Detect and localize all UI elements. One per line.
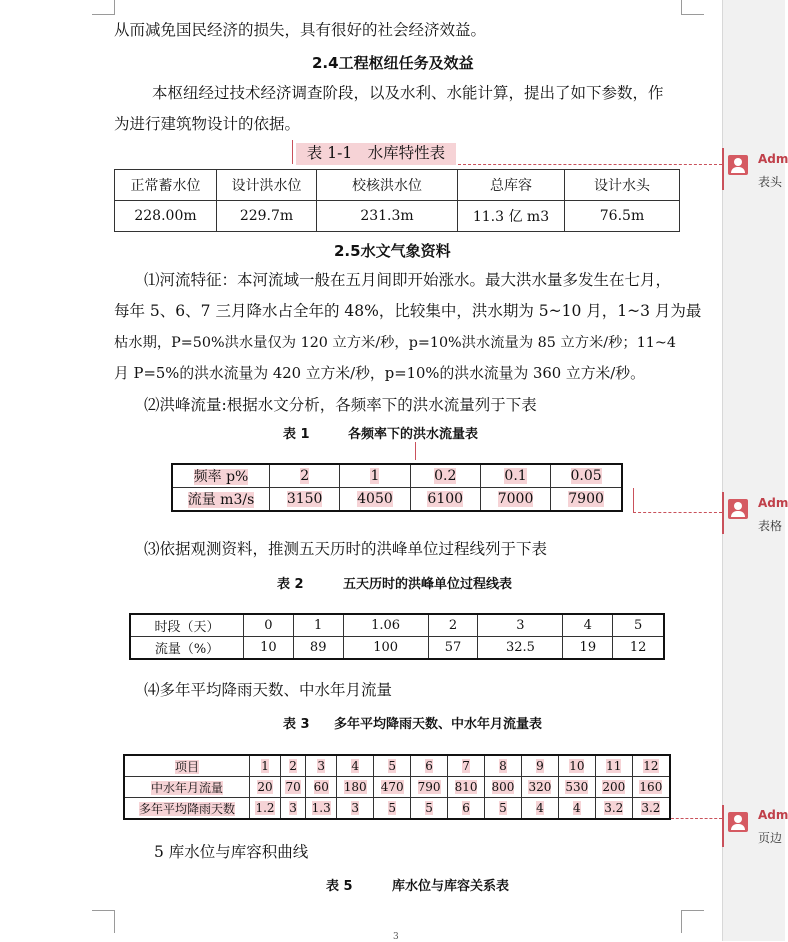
table-3-caption-title: 多年平均降雨天数、中水年月流量表 xyxy=(334,717,543,732)
page-number: 3 xyxy=(393,932,399,942)
table-cell: 160 xyxy=(632,777,670,798)
table-cell: 2 xyxy=(281,755,306,777)
comment-bar xyxy=(722,492,724,534)
table-cell: 76.5m xyxy=(565,201,680,232)
table-header-cell: 总库容 xyxy=(458,170,565,201)
avatar-icon xyxy=(728,812,748,832)
comment-author[interactable]: Adm xyxy=(758,496,788,510)
table-row-label: 流量（%） xyxy=(130,637,244,660)
table-row xyxy=(124,798,670,820)
table-5-caption-title: 库水位与库容关系表 xyxy=(392,879,510,894)
table-cell: 6 xyxy=(411,755,448,777)
table-cell: 6100 xyxy=(410,488,480,512)
table-cell: 4050 xyxy=(340,488,410,512)
table-cell: 530 xyxy=(558,777,595,798)
table-cell: 9 xyxy=(521,755,558,777)
table-row-label: 中水年月流量 xyxy=(124,777,250,798)
table-cell: 1 xyxy=(340,464,410,488)
table-row xyxy=(130,614,664,637)
table-row xyxy=(172,488,622,512)
body-text-line: ⑴河流特征：本河流域一般在五月间即开始涨水。最大洪水量多发生在七月， xyxy=(144,271,672,289)
table-row xyxy=(115,170,680,201)
section-heading-2-4: 2.4工程枢纽任务及效益 xyxy=(312,54,474,72)
table-cell: 11 xyxy=(595,755,632,777)
table-cell: 10 xyxy=(244,637,294,660)
comment-bar xyxy=(722,148,724,190)
table-cell: 8 xyxy=(485,755,522,777)
body-text-line: 5 库水位与库容积曲线 xyxy=(154,843,309,861)
table-cell: 2 xyxy=(270,464,340,488)
table-cell: 0.1 xyxy=(480,464,550,488)
table-unit-hydrograph xyxy=(129,613,665,660)
table-cell: 7 xyxy=(448,755,485,777)
table-cell: 7000 xyxy=(480,488,550,512)
avatar-icon xyxy=(728,155,748,175)
table-row xyxy=(172,464,622,488)
table-row-label: 频率 p% xyxy=(172,464,270,488)
table-cell: 1 xyxy=(250,755,281,777)
table-cell: 0 xyxy=(244,614,294,637)
table-cell: 180 xyxy=(337,777,374,798)
table-1-1-caption: 表 1-1 水库特性表 xyxy=(296,143,456,165)
table-3-caption-number: 表 3 xyxy=(283,717,310,732)
table-cell: 6 xyxy=(448,798,485,820)
table-cell: 3.2 xyxy=(632,798,670,820)
section-heading-2-5: 2.5水文气象资料 xyxy=(334,242,451,260)
comment-author[interactable]: Adm xyxy=(758,808,788,822)
table-cell: 229.7m xyxy=(217,201,317,232)
table-marker xyxy=(633,488,634,512)
body-text-line: ⑶依据观测资料，推测五天历时的洪峰单位过程线列于下表 xyxy=(144,540,548,558)
table-1-caption-number: 表 1 xyxy=(283,427,310,442)
table-cell: 5 xyxy=(374,755,411,777)
table-cell: 1.2 xyxy=(250,798,281,820)
table-cell: 1.3 xyxy=(306,798,337,820)
comment-text[interactable]: 页边 xyxy=(758,831,783,845)
crop-mark-bottom-right xyxy=(681,910,704,933)
table-cell: 810 xyxy=(448,777,485,798)
crop-mark-bottom-left xyxy=(92,910,115,933)
table-row xyxy=(115,201,680,232)
caption-marker xyxy=(415,442,416,460)
table-cell: 10 xyxy=(558,755,595,777)
body-text-line: ⑷多年平均降雨天数、中水年月流量 xyxy=(144,681,393,699)
comment-connector-1 xyxy=(458,164,722,165)
table-cell: 3 xyxy=(337,798,374,820)
comment-bar xyxy=(722,805,724,847)
table-cell: 3 xyxy=(478,614,563,637)
table-cell: 60 xyxy=(306,777,337,798)
comment-author[interactable]: Adm xyxy=(758,152,788,166)
table-reservoir-characteristics xyxy=(114,169,680,232)
table-cell: 3150 xyxy=(270,488,340,512)
table-row xyxy=(124,755,670,777)
table-cell: 89 xyxy=(293,637,343,660)
comment-text[interactable]: 表格 xyxy=(758,519,783,533)
table-cell: 4 xyxy=(521,798,558,820)
comments-pane[interactable] xyxy=(722,0,785,941)
table-cell: 2 xyxy=(428,614,478,637)
table-cell: 790 xyxy=(411,777,448,798)
table-cell: 32.5 xyxy=(478,637,563,660)
body-text-line: ⑵洪峰流量:根据水文分析，各频率下的洪水流量列于下表 xyxy=(144,396,537,414)
table-cell: 3 xyxy=(281,798,306,820)
table-cell: 231.3m xyxy=(317,201,458,232)
body-text-line: 从而减免国民经济的损失，具有很好的社会经济效益。 xyxy=(114,21,487,39)
table-cell: 0.05 xyxy=(551,464,622,488)
table-row xyxy=(124,777,670,798)
comment-connector-3 xyxy=(671,818,722,819)
table-cell: 20 xyxy=(250,777,281,798)
table-cell: 1.06 xyxy=(343,614,428,637)
caption-marker xyxy=(292,140,293,164)
table-1-caption-title: 各频率下的洪水流量表 xyxy=(348,427,479,442)
table-cell: 4 xyxy=(558,798,595,820)
table-row-label: 项目 xyxy=(124,755,250,777)
body-text-line: 为进行建筑物设计的依据。 xyxy=(114,115,301,133)
table-cell: 5 xyxy=(411,798,448,820)
table-header-cell: 正常蓄水位 xyxy=(115,170,217,201)
table-row-label: 流量 m3/s xyxy=(172,488,270,512)
table-cell: 57 xyxy=(428,637,478,660)
table-row xyxy=(130,637,664,660)
table-cell: 100 xyxy=(343,637,428,660)
table-2-caption-number: 表 2 xyxy=(277,577,304,592)
table-cell: 5 xyxy=(613,614,664,637)
table-cell: 320 xyxy=(521,777,558,798)
comment-text[interactable]: 表头 xyxy=(758,175,783,189)
table-rainfall-flow xyxy=(123,754,671,820)
body-text-line: 枯水期，P=50%洪水量仅为 120 立方米/秒，p=10%洪水流量为 85 立方米/秒；11~4 xyxy=(114,335,676,351)
table-header-cell: 设计洪水位 xyxy=(217,170,317,201)
table-header-cell: 设计水头 xyxy=(565,170,680,201)
table-cell: 7900 xyxy=(551,488,622,512)
table-cell: 0.2 xyxy=(410,464,480,488)
table-cell: 19 xyxy=(563,637,613,660)
table-5-caption-number: 表 5 xyxy=(326,879,353,894)
table-cell: 200 xyxy=(595,777,632,798)
body-text-line: 月 P=5%的洪水流量为 420 立方米/秒，p=10%的洪水流量为 360 立方米/秒。 xyxy=(114,365,645,382)
table-header-cell: 校核洪水位 xyxy=(317,170,458,201)
table-cell: 12 xyxy=(632,755,670,777)
crop-mark-top-left xyxy=(92,0,115,15)
table-2-caption-title: 五天历时的洪峰单位过程线表 xyxy=(343,577,513,592)
table-cell: 12 xyxy=(613,637,664,660)
table-cell: 800 xyxy=(485,777,522,798)
table-cell: 3.2 xyxy=(595,798,632,820)
comment-connector-2 xyxy=(633,512,722,513)
table-cell: 228.00m xyxy=(115,201,217,232)
table-cell: 5 xyxy=(374,798,411,820)
table-cell: 3 xyxy=(306,755,337,777)
table-cell: 11.3 亿 m3 xyxy=(458,201,565,232)
table-cell: 4 xyxy=(563,614,613,637)
body-text-line: 本枢纽经过技术经济调查阶段，以及水利、水能计算，提出了如下参数，作 xyxy=(152,84,664,102)
avatar-icon xyxy=(728,499,748,519)
table-cell: 70 xyxy=(281,777,306,798)
body-text-line: 每年 5、6、7 三月降水占全年的 48%，比较集中，洪水期为 5~10 月，1~3 月为最 xyxy=(114,302,702,320)
crop-mark-top-right xyxy=(681,0,704,15)
table-row-label: 多年平均降雨天数 xyxy=(124,798,250,820)
table-flood-frequency xyxy=(171,463,623,512)
table-cell: 5 xyxy=(485,798,522,820)
table-cell: 1 xyxy=(293,614,343,637)
table-cell: 4 xyxy=(337,755,374,777)
table-row-label: 时段（天） xyxy=(130,614,244,637)
table-cell: 470 xyxy=(374,777,411,798)
